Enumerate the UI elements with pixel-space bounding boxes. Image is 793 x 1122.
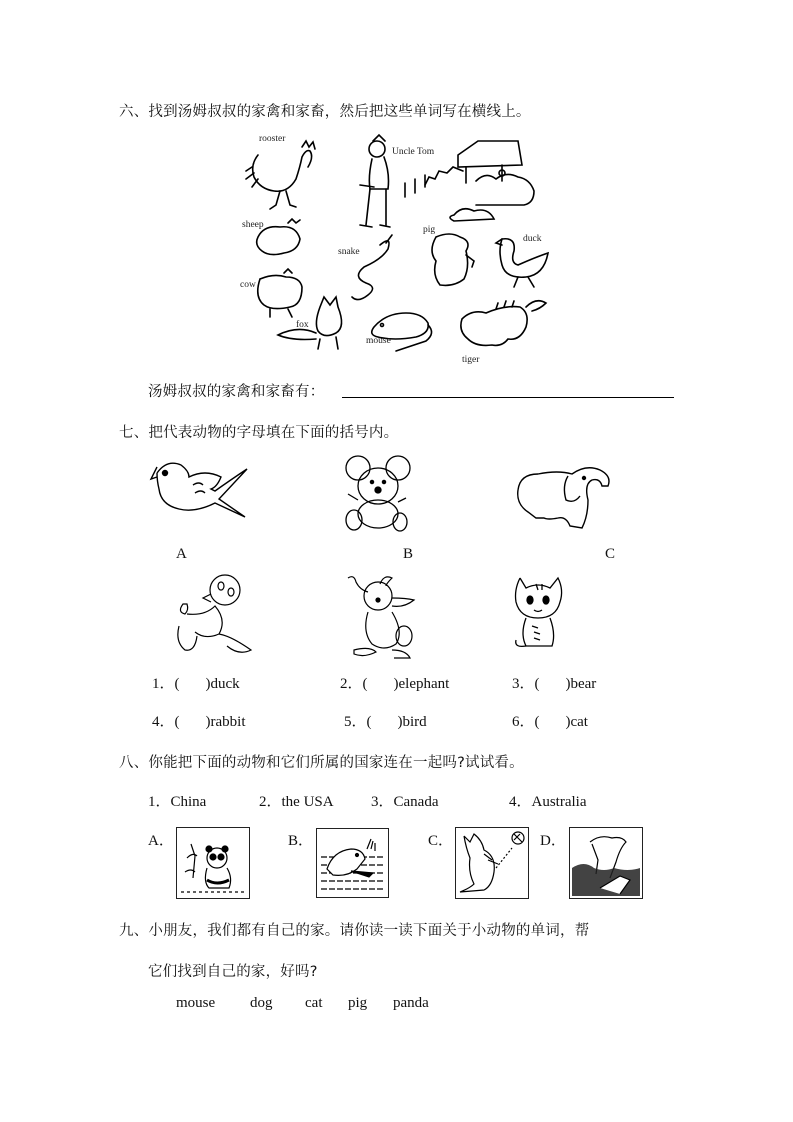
question-1-word: )duck — [205, 676, 240, 692]
uncle-tom-icon — [360, 135, 390, 227]
label-cow: cow — [240, 280, 256, 290]
beaver-picture[interactable] — [316, 828, 389, 898]
question-3-word: )bear — [565, 676, 597, 692]
question-5-number: 5．( — [344, 714, 372, 730]
section-6-title: 六、找到汤姆叔叔的家禽和家畜，然后把这些单词写在横线上。 — [119, 104, 531, 120]
elephant-picture — [508, 456, 618, 534]
label-rooster: rooster — [259, 134, 286, 144]
question-1-number: 1．( — [152, 676, 180, 692]
bird-picture — [145, 455, 250, 530]
label-fox: fox — [296, 320, 309, 330]
farm-animals-drawing — [240, 127, 560, 370]
bird-icon — [145, 455, 250, 530]
country-canada: 3．Canada — [371, 794, 439, 810]
bear-icon — [342, 452, 412, 534]
label-pig: pig — [423, 225, 436, 235]
pig-icon — [432, 234, 474, 285]
country-picture-letter-b: B． — [288, 833, 314, 849]
question-item-5 — [344, 710, 427, 731]
question-item-4 — [152, 710, 245, 731]
rabbit-icon — [340, 572, 422, 660]
fox-icon — [278, 297, 342, 349]
country-picture-letter-d: D． — [540, 833, 566, 849]
tiger-icon — [461, 301, 546, 346]
answer-line-input[interactable] — [342, 380, 674, 398]
country-picture-letter-a: A． — [148, 833, 174, 849]
country-australia: 4．Australia — [509, 794, 587, 810]
kangaroo-picture[interactable] — [455, 827, 529, 899]
section-7-title: 七、把代表动物的字母填在下面的括号内。 — [119, 425, 399, 441]
picture-letter-c: C — [605, 546, 616, 562]
question-item-1 — [152, 672, 240, 693]
country-picture-letter-c: C． — [428, 833, 454, 849]
question-6-word: )cat — [565, 714, 588, 730]
elephant-icon — [508, 456, 618, 534]
question-3-number: 3．( — [512, 676, 540, 692]
bear-picture — [342, 452, 412, 534]
kangaroo-icon — [456, 828, 528, 898]
duck-icon — [496, 239, 548, 287]
label-uncle-tom: Uncle Tom — [392, 147, 435, 157]
question-item-2 — [340, 672, 449, 693]
question-6-number: 6．( — [512, 714, 540, 730]
emu-icon — [570, 828, 642, 898]
question-4-number: 4．( — [152, 714, 180, 730]
duck-picture — [175, 570, 255, 658]
label-mouse: mouse — [366, 336, 391, 346]
section-8-title: 八、你能把下面的动物和它们所属的国家连在一起吗?试试看。 — [119, 755, 524, 771]
emu-picture[interactable] — [569, 827, 643, 899]
beaver-icon — [317, 829, 388, 897]
question-2-word: )elephant — [393, 676, 450, 692]
word-dog: dog — [250, 995, 273, 1011]
question-5-word: )bird — [397, 714, 427, 730]
panda-picture[interactable] — [176, 827, 250, 899]
section-9-title-line1: 九、小朋友，我们都有自己的家。请你读一读下面关于小动物的单词，帮 — [119, 923, 590, 939]
picture-letter-a: A — [176, 546, 187, 562]
word-mouse: mouse — [176, 995, 216, 1011]
cow-icon — [258, 269, 302, 317]
word-pig: pig — [348, 995, 368, 1011]
label-sheep: sheep — [242, 220, 264, 230]
label-tiger: tiger — [462, 355, 480, 365]
rooster-icon — [246, 141, 315, 209]
question-2-number: 2．( — [340, 676, 368, 692]
snake-icon — [352, 235, 392, 300]
duck-cartoon-icon — [175, 570, 255, 658]
cat-picture — [510, 574, 570, 654]
section-9-title-line2: 它们找到自己的家，好吗? — [148, 964, 318, 980]
picture-letter-b: B — [403, 546, 414, 562]
label-snake: snake — [338, 247, 360, 257]
rabbit-picture — [340, 572, 422, 660]
question-item-3 — [512, 672, 596, 693]
word-cat: cat — [305, 995, 323, 1011]
cat-icon — [510, 574, 570, 654]
question-item-6 — [512, 710, 588, 731]
farm-illustration — [240, 127, 560, 370]
word-panda: panda — [393, 995, 429, 1011]
answer-prompt: 汤姆叔叔的家禽和家畜有： — [148, 384, 325, 400]
question-4-word: )rabbit — [205, 714, 246, 730]
panda-icon — [177, 828, 249, 898]
country-china: 1．China — [148, 794, 207, 810]
label-duck: duck — [523, 234, 542, 244]
country-usa: 2．the USA — [259, 794, 334, 810]
